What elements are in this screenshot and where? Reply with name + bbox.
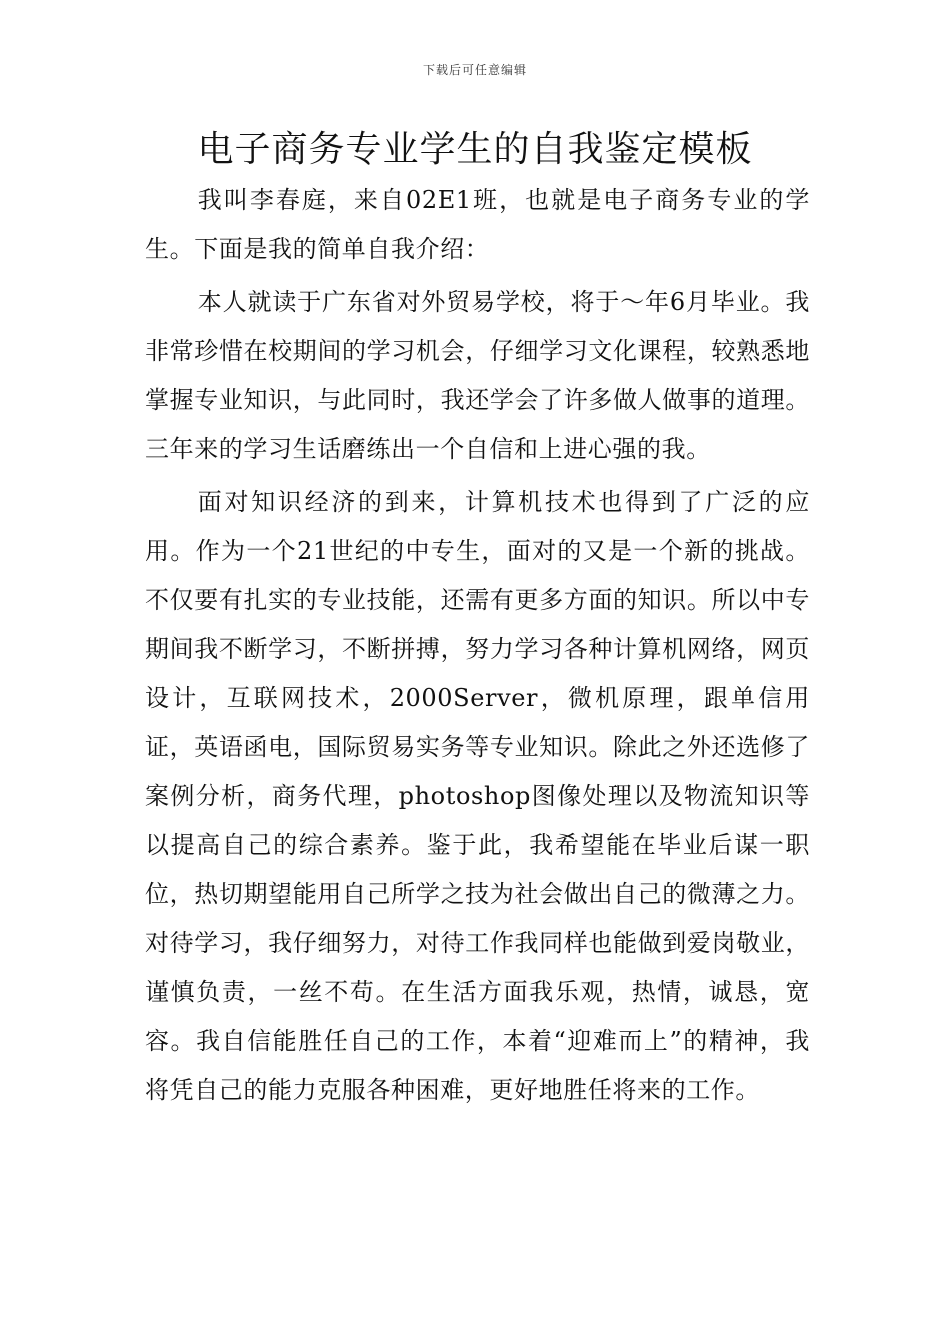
paragraph-skills: 面对知识经济的到来，计算机技术也得到了广泛的应用。作为一个21世纪的中专生，面对的又是一个新的挑战。不仅要有扎实的专业技能，还需有更多方面的知识。所以中专期间我不断学习，不断拼搏，努力学习各种计算机网络，网页设计，互联网技术，2000Server，微机原理，跟单信用证，英语函电，国际贸易实务等专业知识。除此之外还选修了案例分析，商务代理，photoshop图像处理以及物流知识等以提高自己的综合素养。鉴于此，我希望能在毕业后谋一职位，热切期望能用自己所学之技为社会做出自己的微薄之力。对待学习，我仔细努力，对待工作我同样也能做到爱岗敬业，谨慎负责，一丝不苟。在生活方面我乐观，热情，诚恳，宽容。我自信能胜任自己的工作，本着“迎难而上”的精神，我将凭自己的能力克服各种困难，更好地胜任将来的工作。 <box>145 488 810 1104</box>
paragraph-school: 本人就读于广东省对外贸易学校，将于～年6月毕业。我非常珍惜在校期间的学习机会，仔细学习文化课程，较熟悉地掌握专业知识，与此同时，我还学会了许多做人做事的道理。三年来的学习生话磨练出一个自信和上进心强的我。 <box>145 288 810 463</box>
document-body <box>145 176 810 1115</box>
paragraph-intro: 我叫李春庭，来自02E1班，也就是电子商务专业的学生。下面是我的简单自我介绍： <box>145 186 810 263</box>
document-title: 电子商务专业学生的自我鉴定模板 <box>197 129 753 170</box>
page-header-note: 下载后可任意编辑 <box>422 63 527 77</box>
